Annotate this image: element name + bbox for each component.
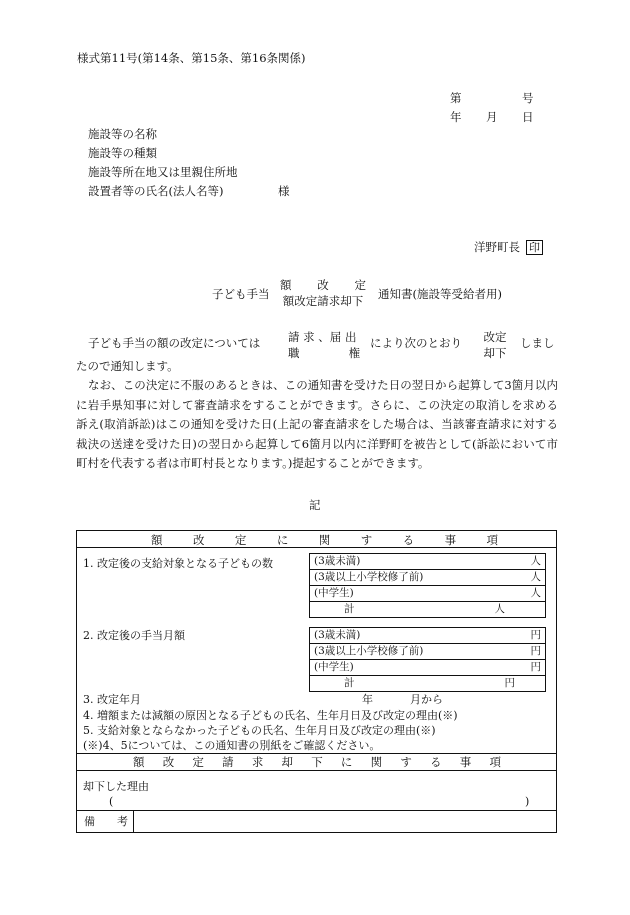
- children-row: (3歳未満) 人: [310, 554, 545, 570]
- date-day: 日: [522, 110, 534, 124]
- ki-mark: 記: [309, 498, 321, 512]
- body-choice1-line1: 請 求 、届 出: [288, 330, 357, 344]
- s1-h2: 定: [234, 533, 247, 547]
- document-number-prefix: 第: [450, 91, 462, 105]
- children-row: (3歳以上小学校修了前) 人: [310, 570, 545, 586]
- seal-mark: 印: [526, 240, 543, 255]
- facility-name-label: 施設等の名称: [88, 127, 157, 141]
- issuer: [474, 240, 543, 255]
- children-count-table: [309, 553, 546, 618]
- body-choice1-line2: 職 権: [288, 346, 361, 360]
- title-option-1c: 定: [354, 278, 366, 292]
- section1-header: [77, 535, 556, 547]
- paren-open: (: [109, 795, 114, 808]
- remarks-label: 備 考: [84, 815, 128, 828]
- body-line1-mid: により次のとおり: [370, 336, 462, 350]
- children-total: 計 人: [344, 603, 505, 615]
- amount-table: [309, 627, 546, 692]
- document-number-suffix: 号: [522, 91, 534, 105]
- s1-h7: 事: [444, 533, 457, 547]
- body-line1-end: しまし: [520, 336, 555, 350]
- item5-label: 5. 支給対象とならなかった子どもの氏名、生年月日及び改定の理由(※): [83, 724, 436, 737]
- details-table: [76, 530, 557, 833]
- body-choice1: [288, 329, 360, 361]
- title-option-1b: 改: [317, 278, 329, 292]
- title-option-2: 額改定請求却下: [282, 294, 364, 308]
- item3-year: 年: [362, 693, 373, 706]
- paren-close: ): [525, 795, 530, 808]
- honorific: 様: [278, 184, 290, 198]
- facility-type-label: 施設等の種類: [88, 146, 157, 160]
- s1-h6: る: [402, 533, 415, 547]
- body-paragraph2: なお、この決定に不服のあるときは、この通知書を受けた日の翌日から起算して3箇月以内に岩手県知事に対して審査請求をすることができます。さらに、この決定の取消しを求める訴え(取消訴訟)はこの通知を受けた日(上記の審査請求をした場合は、当該審査請求に対する裁決の送達を受けた日)の翌日から起算して6箇月以内に洋野町を被告として(訴訟において市町村を代表する者は市町村長となります。)提起することができます。: [76, 378, 558, 470]
- body-choice2: [480, 329, 510, 361]
- s1-h0: 額: [151, 533, 163, 547]
- facility-address-label: 施設等所在地又は里親住所地: [88, 165, 238, 179]
- body-choice2-line1: 改定: [483, 330, 507, 344]
- title-suffix: 通知書(施設等受給者用): [378, 287, 502, 301]
- body-line1-start: 子ども手当の額の改定については: [88, 336, 261, 350]
- amount-row: (3歳未満) 円: [310, 628, 545, 644]
- amount-row: (中学生) 円: [310, 660, 545, 676]
- amount-total: 計 円: [344, 677, 515, 689]
- item3-month: 月から: [410, 693, 443, 706]
- children-row: (中学生) 人: [310, 586, 545, 602]
- item4-label: 4. 増額または減額の原因となる子どもの氏名、生年月日及び改定の理由(※): [83, 709, 458, 722]
- s1-h3: に: [276, 533, 289, 547]
- s1-h1: 改: [192, 533, 205, 547]
- form-number: 様式第11号(第14条、第15条、第16条関係): [77, 51, 306, 65]
- amount-row: (3歳以上小学校修了前) 円: [310, 644, 545, 660]
- issuer-name: 洋野町長: [474, 240, 520, 254]
- rejection-reason-label: 却下した理由: [83, 780, 149, 793]
- s1-h8: 項: [486, 533, 498, 547]
- s1-h5: す: [360, 533, 373, 547]
- title-options: [280, 277, 366, 309]
- note-label: (※)4、5については、この通知書の別紙をご確認ください。: [83, 739, 381, 752]
- title-option-1a: 額: [280, 278, 292, 292]
- item2-label: 2. 改定後の手当月額: [83, 629, 185, 642]
- date-month: 月: [486, 110, 498, 124]
- date-year: 年: [450, 110, 462, 124]
- body-line2: たので通知します。: [76, 359, 179, 373]
- body-choice2-line2: 却下: [483, 346, 507, 360]
- section2-header: 額 改 定 請 求 却 下 に 関 す る 事 項: [133, 755, 501, 769]
- item1-label: 1. 改定後の支給対象となる子どもの数: [83, 557, 273, 570]
- s1-h4: 関: [318, 533, 331, 547]
- item3-label: 3. 改定年月: [83, 693, 141, 706]
- founder-name-label: 設置者等の氏名(法人名等): [88, 184, 224, 198]
- title-prefix: 子ども手当: [212, 287, 270, 301]
